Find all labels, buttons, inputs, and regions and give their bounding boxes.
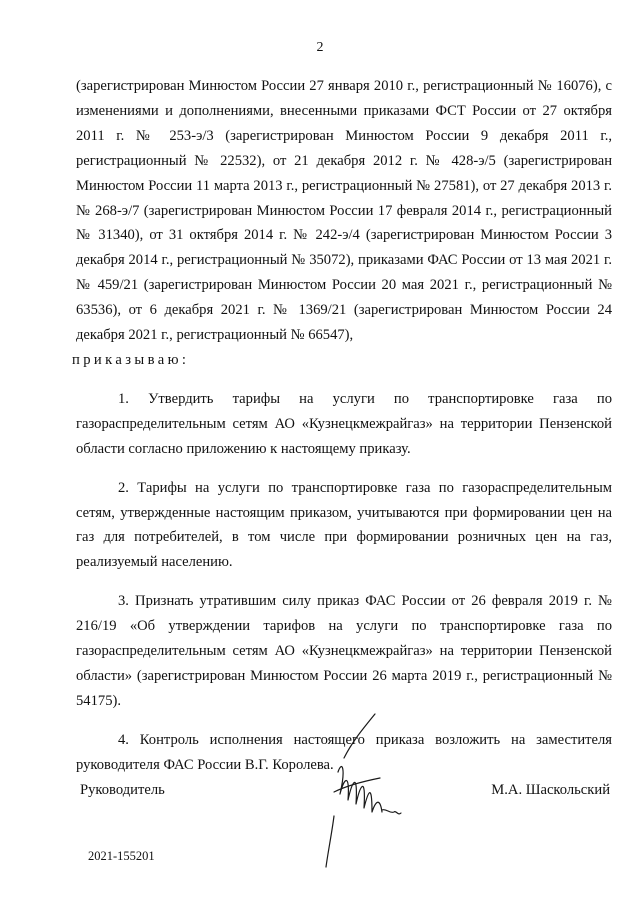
- handwritten-signature: [300, 712, 410, 872]
- page-number: 2: [316, 40, 324, 55]
- paragraph-4: 4. Контроль исполнения настоящего приказа возложить на заместителя руководителя ФАС России В.Г. Королева.: [76, 731, 612, 773]
- document-body: [72, 74, 612, 778]
- document-number: 2021-155201: [88, 849, 155, 863]
- paragraph-3: 3. Признать утратившим силу приказ ФАС России от 26 февраля 2019 г. № 216/19 «Об утверждении тарифов на услуги по транспортировке газа по газораспределительным сетям АО «Кузнецкмежрайгаз» на территории Пензенской области» (зарегистрирован Минюстом России 26 марта 2019 г., регистрационный № 54175).: [76, 593, 612, 709]
- signatory-name: М.А. Шаскольский: [491, 782, 610, 798]
- signatory-title: Руководитель: [80, 782, 165, 798]
- paragraph-1: 1. Утвердить тарифы на услуги по транспортировке газа по газораспределительным сетям АО «Кузнецкмежрайгаз» на территории Пензенской области согласно приложению к настоящему приказу.: [76, 390, 612, 457]
- intro-paragraph: (зарегистрирован Минюстом России 27 января 2010 г., регистрационный № 16076), с изменениями и дополнениями, внесенными приказами ФСТ России от 27 октября 2011 г. № 253-э/3 (зарегистрирован Минюстом России 9 декабря 2011 г., регистрационный № 22532), от 21 декабря 2012 г. № 428-э/5 (зарегистрирован Минюстом России 11 марта 2013 г., регистрационный № 27581), от 27 декабря 2013 г. № 268-э/7 (зарегистрирован Минюстом России 17 февраля 2014 г., регистрационный № 31340), от 31 октября 2014 г. № 242-э/4 (зарегистрирован Минюстом России 3 декабря 2014 г., регистрационный № 35072), приказами ФАС России от 13 мая 2021 г. № 459/21 (зарегистрирован Минюстом России 20 мая 2021 г., регистрационный № 63536), от 6 декабря 2021 г. № 1369/21 (зарегистрирован Минюстом России 24 декабря 2021 г., регистрационный № 66547),: [76, 78, 612, 344]
- paragraph-2: 2. Тарифы на услуги по транспортировке газа по газораспределительным сетям, утвержденные настоящим приказом, учитываются при формировании цен на газ для потребителей, в том числе при формировании розничных цен на газ, реализуемый населению.: [76, 479, 612, 571]
- order-word: приказываю:: [72, 351, 190, 368]
